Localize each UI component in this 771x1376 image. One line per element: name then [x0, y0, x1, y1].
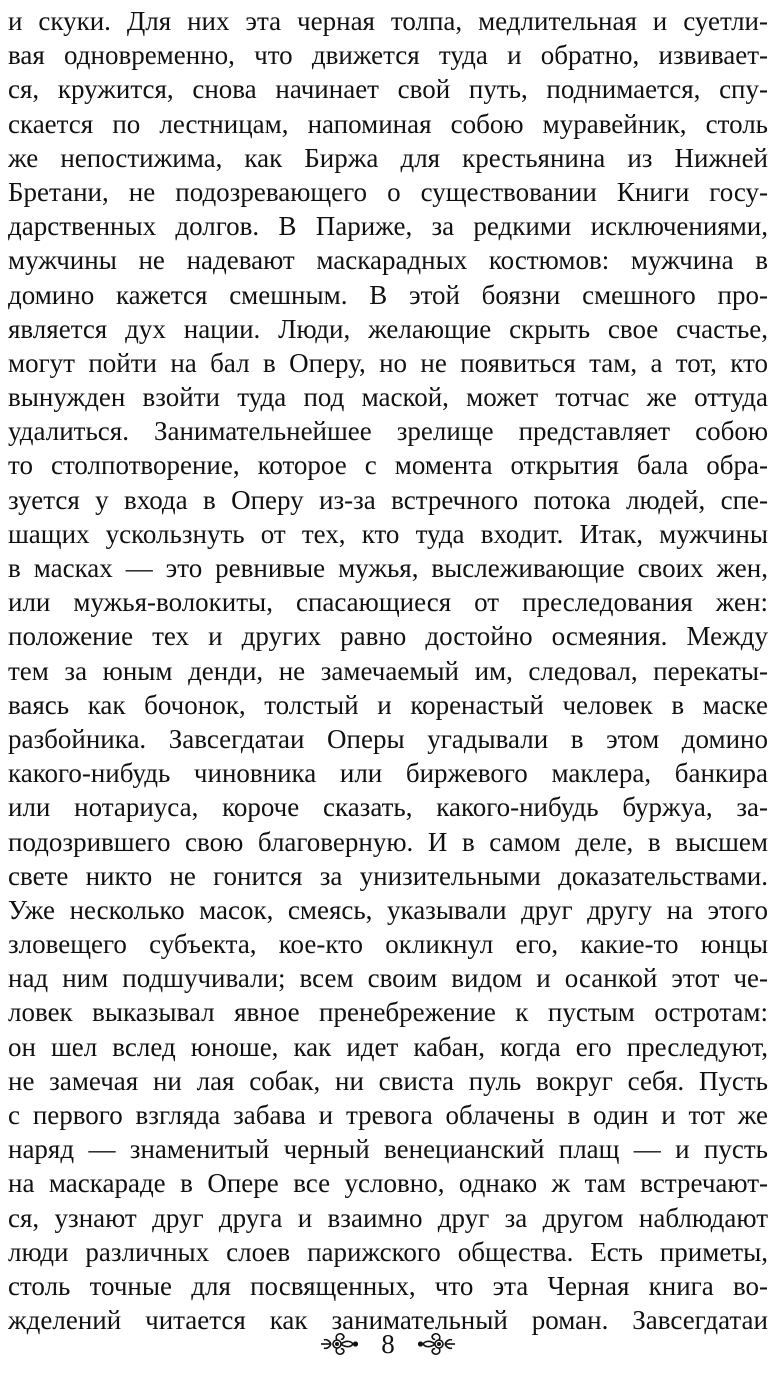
text-line: в масках — это ревнивые мужья, выслеживающие своих жен,	[8, 553, 768, 583]
text-line: на маскараде в Опере все условно, однако ж там встречают-	[8, 1168, 768, 1199]
text-line: удалиться. Занимательнейшее зрелище представляет собою	[8, 416, 768, 447]
text-line: не замечая ни лая собак, ни свиста пуль вокруг себя. Пусть	[8, 1065, 768, 1096]
text-line: зловещего субъекта, кое-кто окликнул его, какие-то юнцы	[8, 929, 768, 960]
text-line: ся, кружится, снова начинает свой путь, поднимается, спу-	[8, 74, 768, 105]
text-line: то столпотворение, которое с момента открытия бала обра-	[8, 450, 768, 481]
text-line: наряд — знаменитый черный венецианский плащ — и пусть	[8, 1134, 768, 1165]
text-line: над ним подшучивали; всем своим видом и осанкой этот че-	[8, 963, 768, 994]
page-footer	[8, 1322, 768, 1366]
text-line: или мужья-волокиты, спасающиеся от преследования жен:	[8, 587, 768, 618]
text-line: с первого взгляда забава и тревога облачены в один и тот же	[8, 1100, 768, 1130]
text-line: ваясь как бочонок, толстый и коренастый человек в маске	[8, 689, 768, 720]
body-text	[8, 4, 768, 1337]
text-line: мужчины не надевают маскарадных костюмов: мужчина в	[8, 245, 768, 276]
text-line: домино кажется смешным. В этой боязни смешного про-	[8, 279, 768, 310]
text-line: ловек выказывал явное пренебрежение к пустым остротам:	[8, 997, 768, 1028]
text-line: жделений читается как занимательный роман. Завсегдатаи	[8, 1305, 768, 1336]
text-line: положение тех и других равно достойно осмеяния. Между	[8, 621, 768, 652]
text-line: Уже несколько масок, смеясь, указывали друг другу на этого	[8, 894, 768, 925]
text-line: люди различных слоев парижского общества. Есть приметы,	[8, 1236, 768, 1267]
text-line: Бретани, не подозревающего о существовании Книги госу-	[8, 176, 768, 207]
text-line: столь точные для посвященных, что эта Черная книга во-	[8, 1270, 768, 1301]
text-line: или нотариуса, короче сказать, какого-нибудь буржуа, за-	[8, 792, 768, 823]
page-number: 8	[381, 1329, 395, 1359]
text-line: является дух нации. Люди, желающие скрыть свое счастье,	[8, 313, 768, 344]
text-line: скается по лестницам, напоминая собою муравейник, столь	[8, 108, 768, 139]
text-line: зуется у входа в Оперу из-за встречного потока людей, спе-	[8, 484, 768, 515]
floral-ornament-icon	[317, 1326, 359, 1362]
text-line: какого-нибудь чиновника или биржевого маклера, банкира	[8, 758, 768, 789]
text-line: вая одновременно, что движется туда и обратно, извивает-	[8, 40, 768, 71]
text-line: же непостижима, как Биржа для крестьянина из Нижней	[8, 142, 768, 173]
text-line: могут пойти на бал в Оперу, но не появиться там, а тот, кто	[8, 347, 768, 378]
text-line: подозрившего свою благоверную. И в самом деле, в высшем	[8, 826, 768, 857]
text-line: разбойника. Завсегдатаи Оперы угадывали в этом домино	[8, 723, 768, 754]
text-line: он шел вслед юноше, как идет кабан, когда его преследуют,	[8, 1031, 768, 1062]
floral-ornament-icon	[417, 1326, 459, 1362]
text-line: шащих ускользнуть от тех, кто туда входит. Итак, мужчины	[8, 518, 768, 549]
text-line: и скуки. Для них эта черная толпа, медлительная и суетли-	[8, 6, 768, 36]
text-line: ся, узнают друг друга и взаимно друг за другом наблюдают	[8, 1202, 768, 1233]
text-line: тем за юным денди, не замечаемый им, следовал, перекаты-	[8, 655, 768, 686]
text-line: дарственных долгов. В Париже, за редкими исключениями,	[8, 211, 768, 242]
book-page	[8, 0, 768, 1376]
text-line: вынужден взойти туда под маской, может тотчас же оттуда	[8, 382, 768, 413]
text-line: свете никто не гонится за унизительными доказательствами.	[8, 860, 768, 891]
